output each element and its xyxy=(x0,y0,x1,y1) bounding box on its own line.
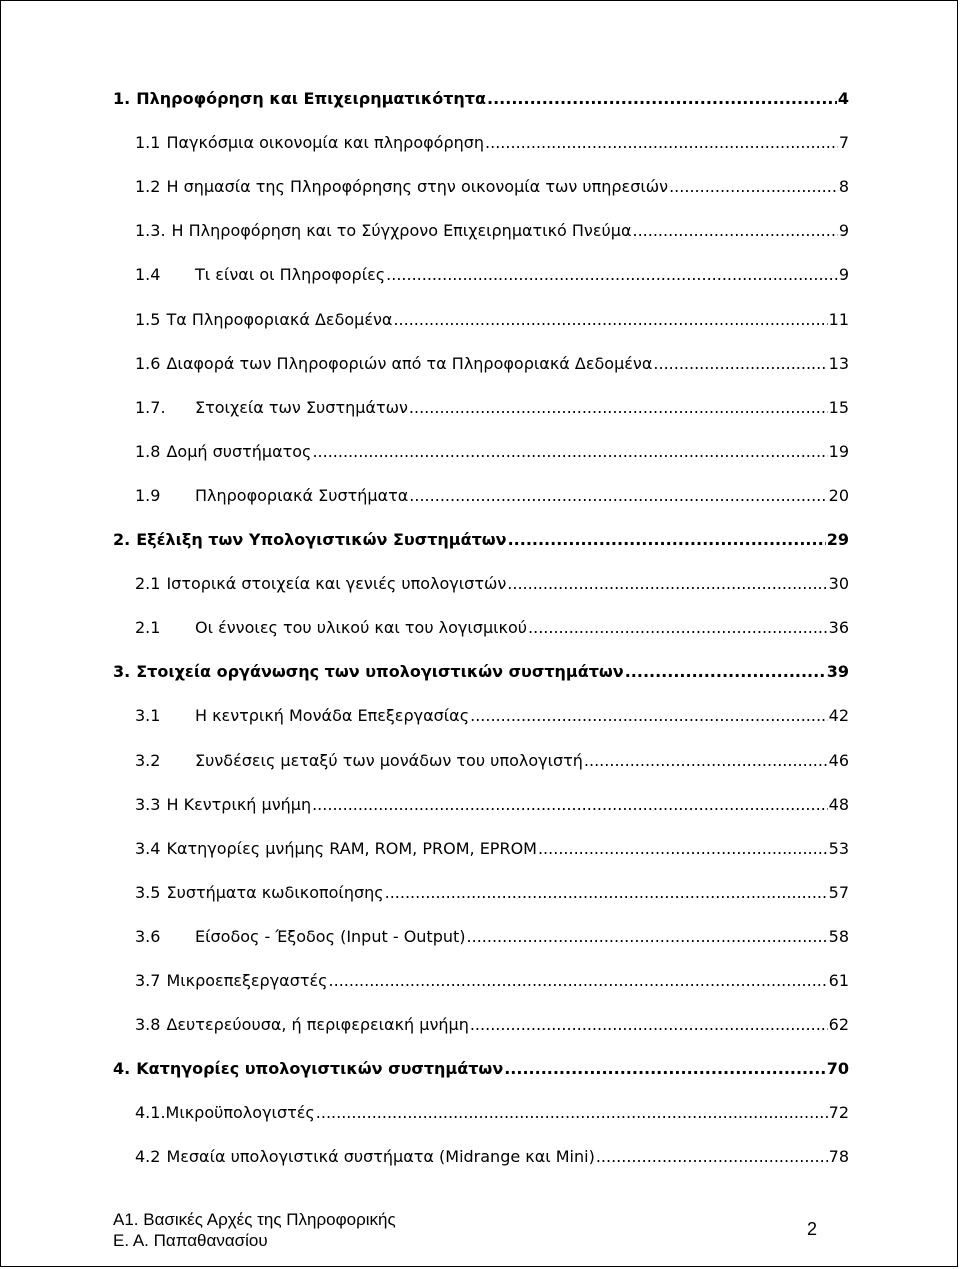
toc-entry-title: Η Κεντρική μνήμη xyxy=(166,795,312,814)
toc-entry-number: 3.6 xyxy=(135,927,161,946)
toc-dot-leader xyxy=(409,396,828,420)
toc-entry-page: 19 xyxy=(828,442,849,461)
toc-entry-number: 3.4 xyxy=(135,839,161,858)
toc-entry-page: 15 xyxy=(828,398,849,417)
toc-entry[interactable] xyxy=(135,749,849,773)
toc-dot-leader xyxy=(625,660,826,684)
toc-entry-number: 4.1. xyxy=(135,1103,166,1122)
toc-entry-number: 3.5 xyxy=(135,883,161,902)
toc-entry-number: 1. xyxy=(113,89,131,108)
toc-dot-leader xyxy=(528,616,828,640)
toc-entry-number: 2.1 xyxy=(135,574,161,593)
toc-entry-title: Παγκόσμια οικονομία και πληροφόρηση xyxy=(166,133,485,152)
toc-dot-leader xyxy=(385,881,828,905)
toc-dot-leader xyxy=(329,969,828,993)
toc-entry-page: 39 xyxy=(826,662,849,681)
toc-dot-leader xyxy=(386,263,838,287)
toc-entry-page: 7 xyxy=(838,133,849,152)
toc-entry[interactable] xyxy=(113,87,849,111)
toc-dot-leader xyxy=(669,175,838,199)
toc-entry-page: 70 xyxy=(826,1059,849,1078)
toc-entry[interactable] xyxy=(135,131,849,155)
toc-entry-number: 1.3. xyxy=(135,221,166,240)
toc-entry-page: 36 xyxy=(828,618,849,637)
toc-entry[interactable] xyxy=(135,837,849,861)
toc-entry-page: 61 xyxy=(828,971,849,990)
toc-entry-page: 9 xyxy=(838,221,849,240)
toc-entry-title: Συστήματα κωδικοποίησης xyxy=(166,883,384,902)
toc-dot-leader xyxy=(653,352,827,376)
table-of-contents xyxy=(1,1,957,1266)
toc-entry[interactable] xyxy=(113,1057,849,1081)
toc-entry-title: Τα Πληροφοριακά Δεδομένα xyxy=(166,310,393,329)
toc-entry-title: Οι έννοιες του υλικού και του λογισμικού xyxy=(195,618,528,637)
toc-entry-number: 1.5 xyxy=(135,310,161,329)
toc-entry-number: 2. xyxy=(113,530,131,549)
toc-dot-leader xyxy=(504,1057,826,1081)
toc-entry-number: 2.1 xyxy=(135,618,161,637)
toc-entry-title: Συνδέσεις μεταξύ των μονάδων του υπολογιστή xyxy=(195,751,583,770)
toc-entry-number: 1.6 xyxy=(135,354,161,373)
toc-entry-number: 3.3 xyxy=(135,795,161,814)
toc-entry-page: 78 xyxy=(828,1147,849,1166)
toc-dot-leader xyxy=(393,308,827,332)
toc-entry-number: 4.2 xyxy=(135,1147,161,1166)
toc-entry[interactable] xyxy=(135,925,849,949)
toc-entry-page: 13 xyxy=(828,354,849,373)
toc-entry[interactable] xyxy=(135,572,849,596)
toc-entry-number: 3.7 xyxy=(135,971,161,990)
toc-entry-number: 3.8 xyxy=(135,1015,161,1034)
toc-entry-title: Στοιχεία οργάνωσης των υπολογιστικών συστημάτων xyxy=(136,662,624,681)
toc-dot-leader xyxy=(316,1101,828,1125)
toc-entry-page: 4 xyxy=(837,89,849,108)
toc-entry[interactable] xyxy=(135,396,849,420)
toc-entry[interactable] xyxy=(135,793,849,817)
toc-entry[interactable] xyxy=(135,175,849,199)
toc-dot-leader xyxy=(470,704,828,728)
toc-entry-page: 72 xyxy=(828,1103,849,1122)
toc-dot-leader xyxy=(485,131,838,155)
toc-entry-page: 20 xyxy=(828,486,849,505)
toc-entry-page: 57 xyxy=(828,883,849,902)
toc-entry-title: Πληροφόρηση και Επιχειρηματικότητα xyxy=(136,89,487,108)
toc-entry-title: Δομή συστήματος xyxy=(166,442,312,461)
toc-entry-title: Είσοδος - Έξοδος (Input - Output) xyxy=(195,927,466,946)
toc-dot-leader xyxy=(467,925,828,949)
toc-entry-number: 4. xyxy=(113,1059,131,1078)
toc-entry[interactable] xyxy=(113,660,849,684)
toc-dot-leader xyxy=(487,87,837,111)
toc-entry-page: 8 xyxy=(838,177,849,196)
toc-dot-leader xyxy=(538,837,828,861)
toc-entry-number: 1.7. xyxy=(135,398,166,417)
toc-entry-title: Η Πληροφόρηση και το Σύγχρονο Επιχειρηματικό Πνεύμα xyxy=(171,221,632,240)
toc-entry-number: 3. xyxy=(113,662,131,681)
toc-entry-number: 1.8 xyxy=(135,442,161,461)
toc-entry-page: 62 xyxy=(828,1015,849,1034)
toc-entry-number: 1.1 xyxy=(135,133,161,152)
toc-entry-page: 30 xyxy=(828,574,849,593)
toc-entry[interactable] xyxy=(135,881,849,905)
toc-entry-title: Κατηγορίες υπολογιστικών συστημάτων xyxy=(136,1059,504,1078)
toc-entry-page: 58 xyxy=(828,927,849,946)
toc-entry-number: 3.1 xyxy=(135,706,161,725)
toc-entry-page: 11 xyxy=(828,310,849,329)
toc-entry[interactable] xyxy=(135,616,849,640)
toc-entry-title: Μικροϋπολογιστές xyxy=(165,1103,315,1122)
toc-entry[interactable] xyxy=(135,308,849,332)
toc-entry[interactable] xyxy=(135,1145,849,1169)
toc-entry[interactable] xyxy=(135,440,849,464)
toc-entry-title: Πληροφοριακά Συστήματα xyxy=(195,486,409,505)
toc-dot-leader xyxy=(633,219,838,243)
toc-entry-page: 46 xyxy=(828,751,849,770)
toc-entry-page: 48 xyxy=(828,795,849,814)
toc-entry-title: Ιστορικά στοιχεία και γενιές υπολογιστών xyxy=(166,574,507,593)
toc-entry-title: Δευτερεύουσα, ή περιφερειακή μνήμη xyxy=(166,1015,469,1034)
toc-dot-leader xyxy=(507,572,827,596)
toc-dot-leader xyxy=(508,528,826,552)
toc-entry[interactable] xyxy=(135,1101,849,1125)
toc-entry-page: 42 xyxy=(828,706,849,725)
toc-entry-title: Η κεντρική Μονάδα Επεξεργασίας xyxy=(195,706,470,725)
toc-entry-page: 29 xyxy=(826,530,849,549)
toc-entry-title: Μικροεπεξεργαστές xyxy=(166,971,328,990)
toc-entry[interactable] xyxy=(135,969,849,993)
page-number: 2 xyxy=(806,1219,817,1239)
toc-entry-page: 9 xyxy=(838,265,849,284)
toc-entry[interactable] xyxy=(135,1013,849,1037)
toc-dot-leader xyxy=(470,1013,828,1037)
toc-entry[interactable] xyxy=(135,484,849,508)
toc-entry-number: 3.2 xyxy=(135,751,161,770)
toc-dot-leader xyxy=(409,484,827,508)
toc-entry-title: Η σημασία της Πληροφόρησης στην οικονομία των υπηρεσιών xyxy=(166,177,669,196)
toc-entry-number: 1.4 xyxy=(135,265,161,284)
toc-entry[interactable] xyxy=(135,219,849,243)
toc-entry-title: Διαφορά των Πληροφοριών από τα Πληροφοριακά Δεδομένα xyxy=(166,354,653,373)
toc-entry[interactable] xyxy=(113,528,849,552)
toc-entry-number: 1.9 xyxy=(135,486,161,505)
toc-dot-leader xyxy=(584,749,828,773)
toc-entry-number: 1.2 xyxy=(135,177,161,196)
toc-entry-page: 53 xyxy=(828,839,849,858)
toc-dot-leader xyxy=(596,1145,828,1169)
toc-entry[interactable] xyxy=(135,704,849,728)
toc-dot-leader xyxy=(312,440,827,464)
toc-entry-title: Τι είναι οι Πληροφορίες xyxy=(195,265,386,284)
footer-course-title: Α1. Βασικές Αρχές της Πληροφορικής xyxy=(113,1210,396,1229)
toc-entry[interactable] xyxy=(135,263,849,287)
toc-entry-title: Κατηγορίες μνήμης RAM, ROM, PROM, EPROM xyxy=(166,839,537,858)
toc-entry-title: Εξέλιξη των Υπολογιστικών Συστημάτων xyxy=(136,530,507,549)
toc-entry[interactable] xyxy=(135,352,849,376)
toc-entry-title: Μεσαία υπολογιστικά συστήματα (Midrange και Mini) xyxy=(166,1147,595,1166)
toc-dot-leader xyxy=(312,793,828,817)
footer-author: Ε. Α. Παπαθανασίου xyxy=(113,1231,268,1250)
toc-entry-title: Στοιχεία των Συστημάτων xyxy=(195,398,408,417)
